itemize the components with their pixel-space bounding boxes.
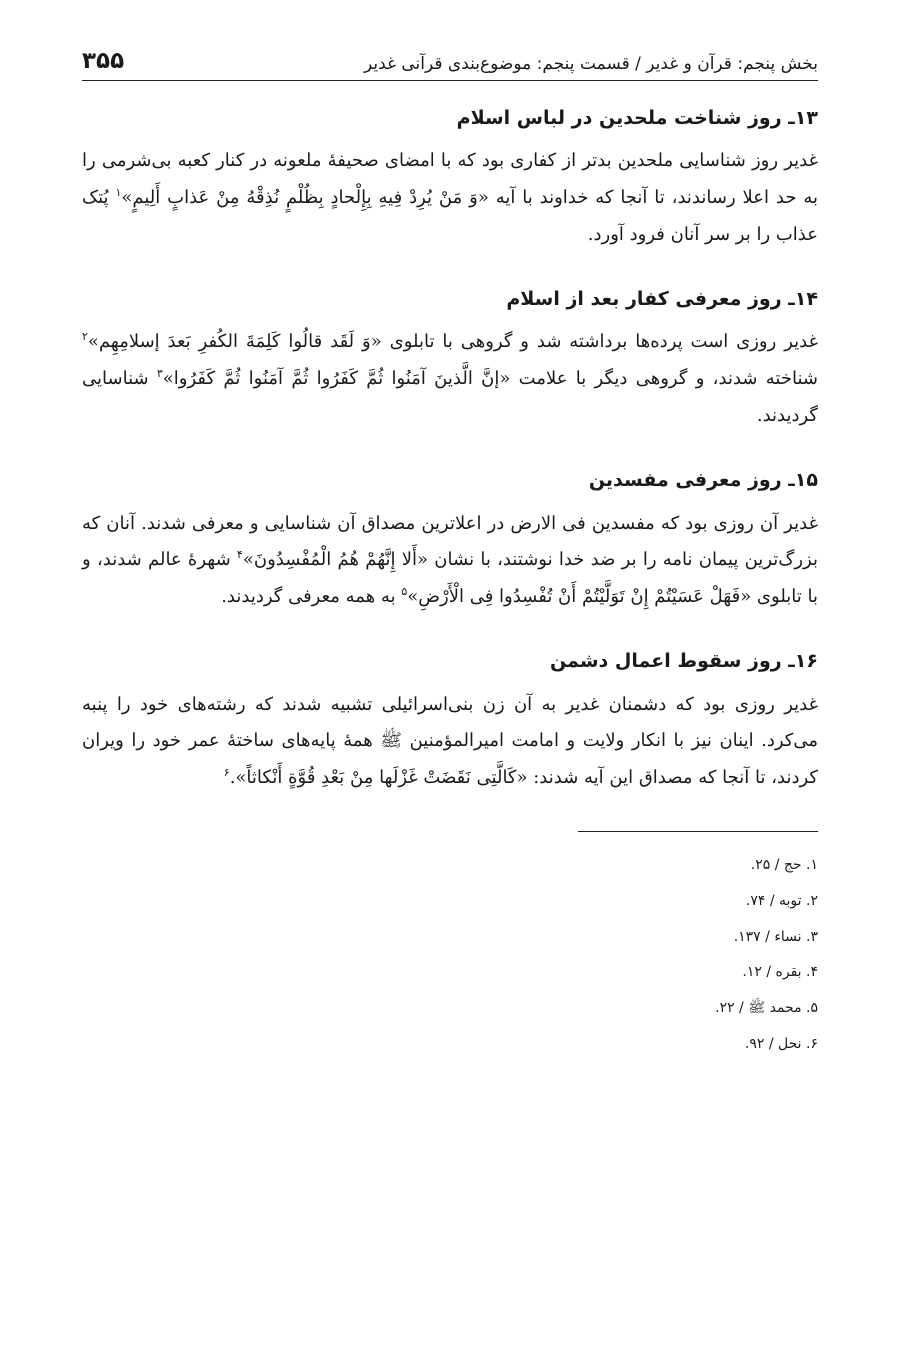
quran-quote: «وَ مَنْ یُرِدْ فِیهِ بِإِلْحادٍ بِظُلْمٍ نُذِقْهُ مِنْ عَذابٍ أَلِیمٍ»: [121, 187, 489, 209]
page-content: [82, 103, 818, 1062]
paragraph-text: شهرهٔ عالم شدند، و با تابلوی: [82, 549, 818, 608]
section-heading: ۱۶ـ روز سقوط اعمال دشمن: [550, 650, 818, 673]
footnote-item: ۵. محمد ﷺ / ۲۲.: [715, 1000, 818, 1016]
quran-quote: «کَالَّتِی نَقَضَتْ غَزْلَها مِنْ بَعْدِ قُوَّةٍ أَنْکاثاً»: [235, 767, 528, 789]
quran-quote: «أَلا إِنَّهُمْ هُمُ الْمُفْسِدُونَ»: [242, 549, 429, 571]
quran-quote: «إنَّ الَّذینَ آمَنُوا ثُمَّ کَفَرُوا ثُمَّ آمَنُوا ثُمَّ کَفَرُوا»: [162, 368, 511, 390]
paragraph-text: به همه معرفی گردیدند.: [221, 586, 402, 608]
section-heading: ۱۵ـ روز معرفی مفسدین: [588, 469, 818, 492]
footnote-ref[interactable]: ۶: [223, 766, 230, 780]
footnote-ref[interactable]: ۴: [236, 548, 243, 562]
footnote-item: ۱. حج / ۲۵.: [750, 857, 818, 874]
footnote-ref[interactable]: ۳: [156, 367, 163, 381]
section-14: [82, 284, 818, 435]
section-15: [82, 465, 818, 616]
paragraph-text: غدیر روزی است پرده‌ها برداشته شد و گروهی با تابلوی: [381, 331, 818, 353]
quran-quote: «وَ لَقَد قالُوا کَلِمَةَ الکُفرِ بَعدَ إسلامِهِم»: [87, 331, 382, 353]
section-paragraph: [82, 506, 818, 617]
footnote-item: ۴. بقره / ۱۲.: [742, 964, 818, 981]
paragraph-text: غدیر روز شناسایی ملحدین بدتر از کفاری بود که با امضای صحیفهٔ ملعونه در کنار کعبه بی‌شرمی را به حد اعلا رساندند، تا آنجا که خداوند با آیه: [82, 150, 818, 209]
footnote-item: ۲. توبه / ۷۴.: [745, 892, 818, 909]
page-number: ۳۵۵: [82, 48, 125, 74]
running-header: [82, 28, 818, 81]
paragraph-text: پُتک عذاب را بر سر آنان فرود آورد.: [82, 187, 818, 246]
footnote-ref[interactable]: ۱: [115, 186, 122, 200]
paragraph-text: شناسایی گردیدند.: [82, 368, 818, 427]
paragraph-text: .: [229, 767, 236, 789]
section-paragraph: [82, 143, 818, 254]
section-13: [82, 103, 818, 254]
footnote-ref[interactable]: ۲: [82, 330, 88, 344]
section-paragraph: [82, 324, 818, 435]
quran-quote: «فَهَلْ عَسَیْتُمْ إِنْ تَوَلَّیْتُمْ أَنْ تُفْسِدُوا فِی الْأَرْضِ»: [407, 586, 752, 608]
footnote-item: ۳. نساء / ۱۳۷.: [733, 928, 818, 945]
section-heading: ۱۳ـ روز شناخت ملحدین در لباس اسلام: [456, 107, 818, 129]
footnotes-list: [82, 848, 818, 1062]
section-16: [82, 646, 818, 797]
paragraph-text: غدیر آن روزی بود که مفسدین فی الارض در اعلاترین مصداق آن شناسایی و معرفی شدند. آنان که بزرگ‌ترین پیمان نامه را بر ضد خدا نوشتند، با نشان: [82, 512, 818, 571]
paragraph-text: غدیر روزی بود که دشمنان غدیر به آن زن بنی‌اسرائیلی تشبیه شدند که رشته‌های خود را پنبه می‌کرد. اینان نیز با انکار ولایت و امامت امیرالمؤمنین ﷺ همهٔ پایه‌های ساختهٔ عمر خود را ویران کردند، تا آنجا که مصداق این آیه شدند:: [82, 693, 818, 789]
paragraph-text: شناخته شدند، و گروهی دیگر با علامت: [510, 368, 818, 390]
section-heading: ۱۴ـ روز معرفی کفار بعد از اسلام: [506, 288, 818, 311]
footnote-item: ۶. نحل / ۹۲.: [744, 1035, 818, 1052]
running-header-title: بخش پنجم: قرآن و غدیر / قسمت پنجم: موضوع‌بندی قرآنی غدیر: [364, 54, 818, 74]
footnote-divider: [578, 831, 818, 832]
section-paragraph: [82, 687, 818, 798]
footnote-ref[interactable]: ۵: [401, 585, 408, 599]
